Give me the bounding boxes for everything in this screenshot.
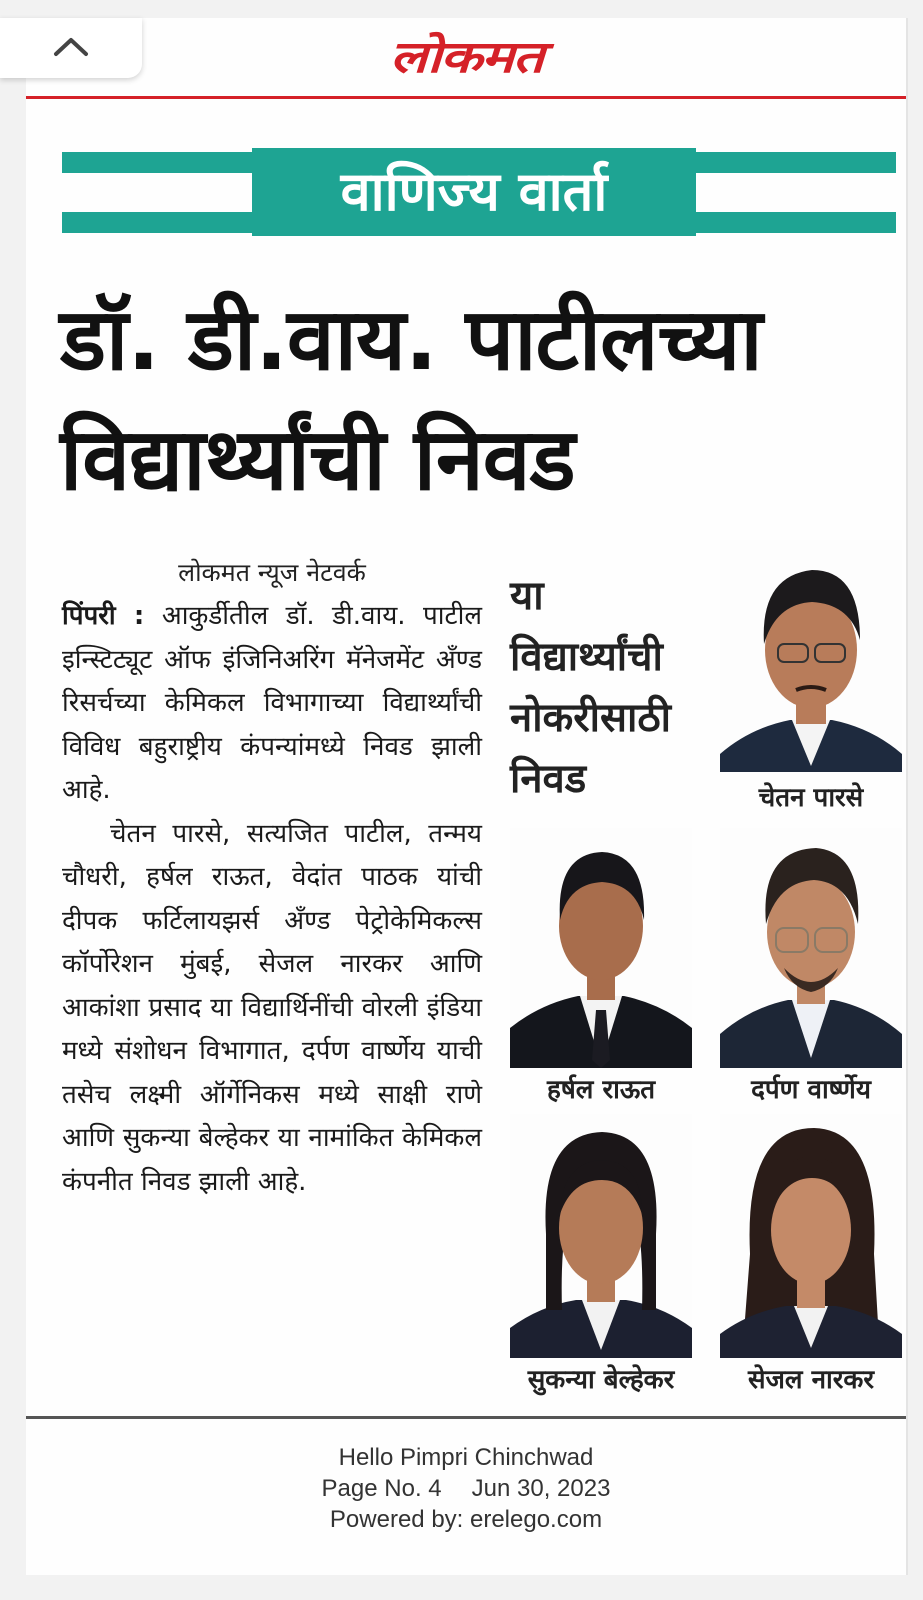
- masthead-rule: [26, 96, 906, 99]
- aside-heading-line: विद्यार्थ्यांची: [510, 634, 663, 680]
- footer-edition: Hello Pimpri Chinchwad: [338, 1444, 594, 1471]
- photo-caption: सुकन्या बेल्हेकर: [527, 1365, 675, 1395]
- headline: [60, 280, 900, 520]
- newspaper-clipping: [26, 18, 906, 1575]
- photo-harshal-raut: [510, 828, 692, 1068]
- paragraph-1: [62, 595, 482, 813]
- dateline: पिंपरी :: [62, 601, 145, 631]
- portrait-image: [720, 1114, 902, 1358]
- article-body: [62, 553, 482, 1204]
- photo-caption: चेतन पारसे: [758, 783, 864, 813]
- portrait-image: [510, 828, 692, 1068]
- aside-heading-line: नोकरीसाठी: [510, 695, 671, 741]
- newspaper-logo: लोकमत: [389, 32, 543, 83]
- footer-page-no: Page No. 4: [321, 1475, 442, 1502]
- aside-heading-line: या: [510, 573, 544, 619]
- footer-powered-by: Powered by: erelego.com: [329, 1506, 603, 1533]
- masthead: [26, 18, 906, 98]
- headline-line-2: विद्यार्थ्यांची निवड: [60, 410, 575, 510]
- banner-label-box: [252, 148, 696, 236]
- section-label: वाणिज्य वार्ता: [340, 160, 608, 223]
- footer-date: Jun 30, 2023: [471, 1475, 611, 1502]
- footer: [26, 1442, 906, 1535]
- photo-caption: सेजल नारकर: [748, 1365, 874, 1395]
- photo-darpan-varshney: [720, 828, 902, 1068]
- portrait-image: [720, 540, 902, 772]
- photo-chetan-parse: [720, 540, 902, 772]
- aside-heading-line: निवड: [510, 756, 587, 802]
- paragraph-2: चेतन पारसे, सत्यजित पाटील, तन्मय चौधरी, हर्षल राऊत, वेदांत पाठक यांची दीपक फर्टिलायझर्स अँण्ड पेट्रोकेमिकल्स कॉर्पोरेशन मुंबई, सेजल नारकर आणि आकांशा प्रसाद या विद्यार्थिनींची वोरली इंडिया मध्ये संशोधन विभागात, दर्पण वार्ष्णेय याची तसेच लक्ष्मी ऑर्गेनिकस मध्ये साक्षी राणे आणि सुकन्या बेल्हेकर या नामांकित केमिकल कंपनीत निवड झाली आहे.: [62, 818, 482, 1197]
- aside-heading: [510, 566, 710, 810]
- chevron-up-icon: [51, 34, 91, 62]
- photo-sejal-narkar: [720, 1114, 902, 1358]
- headline-line-1: डॉ. डी.वाय. पाटीलच्या: [60, 290, 762, 390]
- section-banner: [62, 148, 896, 236]
- paragraph-1-text: आकुर्डीतील डॉ. डी.वाय. पाटील इन्स्टिट्यूट ऑफ इंजिनिअरिंग मॅनेजमेंट अँण्ड रिसर्चच्या केमिकल विभागाच्या विद्यार्थ्यांची विविध बहुराष्ट्रीय कंपन्यांमध्ये निवड झाली आहे.: [62, 601, 483, 805]
- byline: लोकमत न्यूज नेटवर्क: [178, 558, 366, 587]
- portrait-image: [720, 828, 902, 1068]
- photo-caption: हर्षल राऊत: [546, 1075, 656, 1105]
- bottom-rule: [26, 1416, 906, 1419]
- collapse-button[interactable]: [0, 18, 142, 78]
- portrait-image: [510, 1114, 692, 1358]
- photo-sukanya-belhekar: [510, 1114, 692, 1358]
- footer-page-date: [26, 1473, 906, 1504]
- photo-caption: दर्पण वार्ष्णेय: [751, 1075, 871, 1105]
